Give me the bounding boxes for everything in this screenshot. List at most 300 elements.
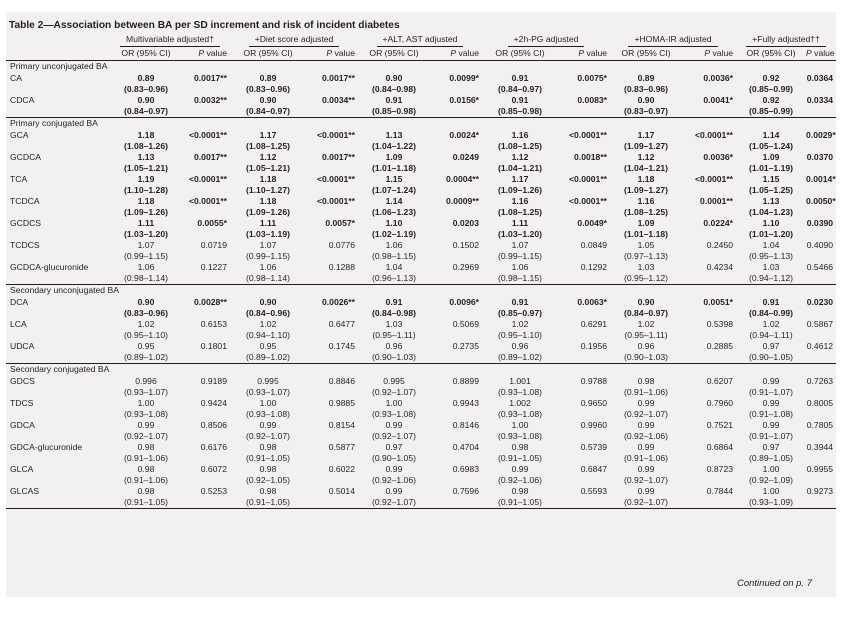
confidence-interval: (0.91–1.06) (124, 453, 168, 463)
confidence-interval: (1.09–1.26) (498, 185, 542, 195)
p-value-cell: <0.0001** (189, 130, 227, 140)
p-value-cell: 0.8005 (806, 398, 834, 408)
odds-ratio: 0.98 (137, 486, 155, 496)
row-label: UDCA (10, 341, 35, 351)
confidence-interval: (0.91–1.07) (749, 387, 794, 397)
p-value-cell: 0.0099* (449, 73, 479, 83)
confidence-interval: (0.84–0.98) (372, 84, 416, 94)
confidence-interval: (1.05–1.25) (749, 185, 794, 195)
odds-ratio: 1.14 (762, 130, 780, 140)
confidence-interval: (0.94–1.10) (246, 330, 290, 340)
odds-ratio: 0.98 (637, 376, 655, 386)
p-value-cell: 0.9189 (200, 376, 227, 386)
confidence-interval: (1.01–1.20) (749, 229, 794, 239)
confidence-interval: (0.98–1.14) (124, 273, 168, 283)
or-ci-cell (482, 297, 558, 319)
or-ci-cell (610, 73, 682, 95)
or-ci-cell (110, 95, 182, 118)
p-value-cell: 0.0230 (806, 297, 834, 307)
or-ci-cell (358, 196, 430, 218)
confidence-interval: (0.91–1.05) (498, 497, 542, 507)
confidence-interval: (0.92–1.05) (246, 475, 290, 485)
odds-ratio: 0.99 (762, 420, 780, 430)
odds-ratio: 1.14 (385, 196, 403, 206)
group-header (736, 34, 836, 48)
confidence-interval: (0.83–0.96) (124, 84, 168, 94)
odds-ratio: 0.96 (385, 341, 403, 351)
p-value-cell: 0.8154 (328, 420, 355, 430)
odds-ratio: 0.95 (259, 341, 277, 351)
confidence-interval: (1.10–1.28) (124, 185, 168, 195)
confidence-interval: (1.04–1.22) (372, 141, 416, 151)
p-value-cell: 0.1745 (328, 341, 355, 351)
odds-ratio: 0.99 (762, 376, 780, 386)
or-ci-cell (230, 218, 306, 240)
or-ci-cell (230, 442, 306, 464)
odds-ratio: 0.90 (385, 73, 403, 83)
odds-ratio: 0.98 (259, 442, 277, 452)
table-row (6, 442, 836, 464)
or-ci-cell (230, 196, 306, 218)
odds-ratio: 0.96 (637, 341, 655, 351)
p-value-cell: <0.0001** (569, 174, 608, 184)
odds-ratio: 0.995 (257, 376, 279, 386)
or-ci-cell (610, 174, 682, 196)
group-header-label: +2h-PG adjusted (508, 34, 585, 47)
odds-ratio: 0.90 (637, 95, 655, 105)
confidence-interval: (0.95–1.13) (749, 251, 794, 261)
p-value-column-header (182, 48, 230, 61)
odds-ratio: 1.00 (385, 398, 403, 408)
p-value-cell: 0.0018** (574, 152, 608, 162)
p-value-word: value (710, 48, 734, 58)
p-value-cell: 0.0017** (322, 152, 355, 162)
or-ci-cell (610, 341, 682, 364)
confidence-interval: (0.83–0.96) (246, 84, 290, 94)
odds-ratio: 0.91 (511, 95, 529, 105)
odds-ratio: 1.07 (259, 240, 277, 250)
odds-ratio: 1.05 (637, 240, 655, 250)
odds-ratio: 0.90 (137, 95, 155, 105)
or-ci-cell (230, 130, 306, 152)
confidence-interval: (1.01–1.18) (372, 163, 416, 173)
or-ci-cell (482, 341, 558, 364)
confidence-interval: (0.98–1.15) (372, 251, 416, 261)
p-value-word: value (332, 48, 355, 58)
odds-ratio: 0.92 (762, 73, 780, 83)
odds-ratio: 1.11 (511, 218, 529, 228)
p-value-cell: 0.0029* (806, 130, 836, 140)
confidence-interval: (0.92–1.07) (624, 409, 668, 419)
odds-ratio: 1.04 (762, 240, 780, 250)
row-label: GDCA (10, 420, 35, 430)
odds-ratio: 1.06 (511, 262, 529, 272)
confidence-interval: (0.89–1.05) (749, 453, 794, 463)
p-value-cell: 0.0776 (328, 240, 355, 250)
odds-ratio: 0.96 (511, 341, 529, 351)
odds-ratio: 0.92 (762, 95, 780, 105)
confidence-interval: (0.84–0.97) (498, 84, 542, 94)
odds-ratio: 1.10 (385, 218, 403, 228)
or-ci-cell (610, 196, 682, 218)
odds-ratio: 1.16 (511, 196, 529, 206)
p-value-cell: 0.7844 (682, 486, 736, 509)
odds-ratio: 0.91 (762, 297, 780, 307)
p-value-cell: 0.2450 (706, 240, 734, 250)
p-value-cell: 0.6153 (200, 319, 227, 329)
confidence-interval: (0.85–0.98) (498, 106, 542, 116)
confidence-interval: (0.93–1.08) (498, 387, 542, 397)
p-value-cell: 0.0370 (806, 152, 834, 162)
p-value-cell: 0.9885 (328, 398, 355, 408)
p-value-cell: 0.7596 (430, 486, 482, 509)
confidence-interval: (0.94–1.12) (749, 273, 794, 283)
or-ci-cell (230, 240, 306, 262)
p-letter: P (198, 48, 205, 58)
p-value-cell: 0.0001** (700, 196, 734, 206)
p-value-cell: <0.0001** (569, 196, 608, 206)
confidence-interval: (0.92–1.06) (372, 475, 416, 485)
confidence-interval: (0.92–1.07) (624, 475, 668, 485)
or-ci-cell (230, 464, 306, 486)
continued-note: Continued on p. 7 (736, 578, 812, 589)
or-ci-cell (482, 464, 558, 486)
or-ci-cell (736, 376, 806, 398)
row-label: TDCS (10, 398, 34, 408)
odds-ratio: 0.91 (511, 297, 529, 307)
odds-ratio: 1.07 (511, 240, 529, 250)
confidence-interval: (0.83–0.96) (624, 84, 668, 94)
p-value-cell: 0.5739 (580, 442, 608, 452)
or-ci-cell (230, 297, 306, 319)
odds-ratio: 1.09 (762, 152, 780, 162)
row-label: GDCS (10, 376, 35, 386)
confidence-interval: (1.01–1.18) (624, 229, 668, 239)
confidence-interval: (0.91–1.05) (246, 497, 290, 507)
or-ci-cell (358, 95, 430, 118)
p-value-cell: 0.5867 (806, 319, 834, 329)
p-value-cell: <0.0001** (189, 174, 227, 184)
p-value-cell: 0.0024* (449, 130, 479, 140)
or-ci-cell (610, 262, 682, 285)
or-ci-cell (110, 262, 182, 285)
odds-ratio: 1.03 (385, 319, 403, 329)
odds-ratio: 1.09 (637, 218, 655, 228)
or-ci-cell (482, 218, 558, 240)
confidence-interval: (1.01–1.19) (749, 163, 794, 173)
table-title: Table 2—Association between BA per SD increment and risk of incident diabetes (9, 20, 400, 31)
odds-ratio: 0.90 (259, 297, 277, 307)
confidence-interval: (1.05–1.24) (749, 141, 794, 151)
confidence-interval: (0.84–0.97) (124, 106, 168, 116)
or-ci-cell (610, 486, 682, 509)
p-value-cell: 0.2885 (706, 341, 734, 351)
odds-ratio: 0.99 (637, 442, 655, 452)
confidence-interval: (0.93–1.09) (749, 497, 794, 507)
p-value-cell: 0.9650 (580, 398, 608, 408)
confidence-interval: (0.84–0.97) (246, 106, 290, 116)
p-value-column-header (306, 48, 358, 61)
p-value-cell: 0.6477 (328, 319, 355, 329)
confidence-interval: (0.84–0.97) (624, 308, 668, 318)
odds-ratio: 0.89 (137, 73, 155, 83)
section-label: Primary unconjugated BA (10, 61, 108, 71)
odds-ratio: 1.12 (637, 152, 655, 162)
table-row (6, 240, 836, 262)
table-row (6, 420, 836, 442)
odds-ratio: 0.91 (385, 297, 403, 307)
row-label: TCDCS (10, 240, 40, 250)
odds-ratio: 0.98 (137, 442, 155, 452)
section-header-row (6, 118, 836, 131)
confidence-interval: (0.95–1.11) (372, 330, 416, 340)
p-value-cell: 0.4612 (806, 341, 834, 351)
p-value-cell: 0.3944 (806, 442, 834, 452)
confidence-interval: (0.91–1.07) (749, 431, 794, 441)
odds-ratio: 1.02 (259, 319, 277, 329)
p-value-cell: <0.0001** (695, 174, 734, 184)
confidence-interval: (1.03–1.20) (124, 229, 168, 239)
confidence-interval: (1.04–1.21) (624, 163, 668, 173)
odds-ratio: 0.99 (259, 420, 277, 430)
confidence-interval: (1.10–1.27) (246, 185, 290, 195)
or-ci-cell (610, 95, 682, 118)
confidence-interval: (1.08–1.26) (124, 141, 168, 151)
p-value-cell: 0.7805 (806, 420, 834, 430)
or-ci-cell (358, 152, 430, 174)
p-value-cell: 0.6983 (452, 464, 479, 474)
or-ci-cell (736, 319, 806, 341)
odds-ratio: 1.02 (762, 319, 780, 329)
odds-ratio: 0.91 (385, 95, 403, 105)
or-ci-cell (482, 376, 558, 398)
table-row (6, 73, 836, 95)
or-ci-cell (358, 240, 430, 262)
confidence-interval: (0.94–1.11) (749, 330, 793, 340)
confidence-interval: (0.84–0.99) (749, 308, 794, 318)
odds-ratio: 0.90 (637, 297, 655, 307)
p-value-cell: 0.8899 (452, 376, 479, 386)
confidence-interval: (1.03–1.19) (246, 229, 290, 239)
or-ci-cell (610, 297, 682, 319)
or-ci-cell (110, 240, 182, 262)
or-ci-cell (736, 174, 806, 196)
table-row (6, 95, 836, 118)
confidence-interval: (0.90–1.05) (749, 352, 794, 362)
p-value-word: value (204, 48, 227, 58)
odds-ratio: 1.19 (137, 174, 155, 184)
p-value-cell: 0.7521 (706, 420, 734, 430)
confidence-interval: (0.85–0.99) (749, 84, 794, 94)
or-ci-cell (358, 420, 430, 442)
p-value-cell: 0.8146 (452, 420, 479, 430)
p-value-cell: 0.6207 (706, 376, 734, 386)
confidence-interval: (0.89–1.02) (246, 352, 290, 362)
odds-ratio: 0.89 (637, 73, 655, 83)
or-ci-cell (358, 174, 430, 196)
or-ci-cell (736, 420, 806, 442)
odds-ratio: 0.99 (762, 398, 780, 408)
confidence-interval: (0.99–1.15) (498, 251, 542, 261)
p-value-cell: 0.2735 (452, 341, 479, 351)
ci-column-header: OR (95% CI) (230, 48, 306, 61)
or-ci-cell (358, 218, 430, 240)
confidence-interval: (0.92–1.07) (372, 387, 416, 397)
p-value-cell: 0.0036* (703, 73, 734, 83)
odds-ratio: 1.12 (259, 152, 277, 162)
p-value-cell: 0.0719 (200, 240, 227, 250)
or-ci-cell (110, 376, 182, 398)
or-ci-cell (358, 376, 430, 398)
or-ci-cell (736, 341, 806, 364)
confidence-interval: (0.93–1.08) (372, 409, 416, 419)
odds-ratio: 1.15 (385, 174, 403, 184)
p-value-cell: 0.5253 (182, 486, 230, 509)
confidence-interval: (0.89–1.02) (124, 352, 168, 362)
or-ci-cell (230, 420, 306, 442)
or-ci-cell (230, 174, 306, 196)
p-value-cell: 0.0203 (452, 218, 479, 228)
confidence-interval: (0.92–1.06) (498, 475, 542, 485)
or-ci-cell (482, 319, 558, 341)
or-ci-cell (736, 486, 806, 509)
confidence-interval: (1.04–1.21) (498, 163, 542, 173)
or-ci-cell (110, 486, 182, 509)
odds-ratio: 0.99 (511, 464, 529, 474)
confidence-interval: (0.83–0.97) (624, 106, 668, 116)
p-letter: P (806, 48, 812, 58)
odds-ratio: 1.06 (385, 240, 403, 250)
confidence-interval: (0.90–1.03) (372, 352, 416, 362)
odds-ratio: 1.18 (259, 174, 277, 184)
p-value-cell: 0.0034** (322, 95, 355, 105)
p-value-cell: 0.0017** (194, 73, 227, 83)
odds-ratio: 0.97 (385, 442, 403, 452)
confidence-interval: (0.95–1.11) (624, 330, 668, 340)
confidence-interval: (0.93–1.08) (124, 409, 168, 419)
p-value-cell: 0.0004** (446, 174, 479, 184)
odds-ratio: 0.90 (137, 297, 155, 307)
odds-ratio: 0.99 (385, 486, 403, 496)
confidence-interval: (0.93–1.07) (246, 387, 290, 397)
odds-ratio: 0.98 (137, 464, 155, 474)
odds-ratio: 1.13 (385, 130, 403, 140)
odds-ratio: 1.00 (762, 486, 780, 496)
or-ci-cell (736, 73, 806, 95)
confidence-interval: (0.95–1.10) (124, 330, 168, 340)
p-letter: P (704, 48, 711, 58)
p-value-cell: 0.6864 (706, 442, 734, 452)
column-header-row (6, 48, 836, 61)
p-value-cell: 0.5877 (328, 442, 355, 452)
row-label: GDCA-glucuronide (10, 442, 83, 452)
odds-ratio: 1.00 (762, 464, 780, 474)
p-value-cell: 0.0334 (806, 95, 834, 105)
odds-ratio: 1.00 (137, 398, 155, 408)
or-ci-cell (110, 73, 182, 95)
or-ci-cell (610, 376, 682, 398)
odds-ratio: 1.18 (637, 174, 655, 184)
or-ci-cell (610, 240, 682, 262)
odds-ratio: 1.18 (259, 196, 277, 206)
confidence-interval: (0.92–1.07) (624, 497, 668, 507)
or-ci-cell (230, 398, 306, 420)
confidence-interval: (1.09–1.27) (624, 141, 668, 151)
confidence-interval: (0.91–1.06) (624, 453, 668, 463)
group-header-label: Multivariable adjusted† (120, 34, 220, 47)
confidence-interval: (0.91–1.05) (124, 497, 168, 507)
or-ci-cell (610, 464, 682, 486)
group-header (610, 34, 736, 48)
or-ci-cell (610, 420, 682, 442)
odds-ratio: 1.15 (762, 174, 780, 184)
odds-ratio: 1.11 (259, 218, 277, 228)
or-ci-cell (358, 486, 430, 509)
row-label: GCDCA-glucuronide (10, 262, 89, 272)
confidence-interval: (0.92–1.06) (624, 431, 668, 441)
or-ci-cell (358, 442, 430, 464)
or-ci-cell (358, 297, 430, 319)
p-value-cell: 0.8723 (706, 464, 734, 474)
table-row (6, 130, 836, 152)
or-ci-cell (482, 196, 558, 218)
p-value-cell: 0.4704 (452, 442, 479, 452)
or-ci-cell (482, 398, 558, 420)
odds-ratio: 0.99 (385, 420, 403, 430)
p-value-cell: 0.0055* (197, 218, 227, 228)
confidence-interval: (0.92–1.07) (372, 431, 416, 441)
odds-ratio: 1.18 (137, 196, 155, 206)
or-ci-cell (358, 341, 430, 364)
confidence-interval: (0.85–0.97) (498, 308, 542, 318)
confidence-interval: (1.05–1.21) (246, 163, 290, 173)
p-value-word: value (456, 48, 479, 58)
confidence-interval: (0.99–1.15) (124, 251, 168, 261)
confidence-interval: (0.95–1.10) (498, 330, 542, 340)
confidence-interval: (1.05–1.21) (124, 163, 168, 173)
p-letter: P (450, 48, 457, 58)
odds-ratio: 1.13 (137, 152, 155, 162)
or-ci-cell (358, 73, 430, 95)
or-ci-cell (482, 95, 558, 118)
table-row (6, 297, 836, 319)
or-ci-cell (736, 130, 806, 152)
odds-ratio: 1.06 (259, 262, 277, 272)
p-value-cell: 0.7960 (706, 398, 734, 408)
confidence-interval: (0.85–0.98) (372, 106, 416, 116)
row-label: DCA (10, 297, 29, 307)
odds-ratio: 0.98 (259, 486, 277, 496)
table-row (6, 398, 836, 420)
p-value-cell: 0.0364 (806, 73, 834, 83)
or-ci-cell (110, 398, 182, 420)
p-value-cell: 0.1956 (580, 341, 608, 351)
confidence-interval: (0.90–1.05) (372, 453, 416, 463)
odds-ratio: 0.99 (637, 420, 655, 430)
confidence-interval: (1.03–1.20) (498, 229, 542, 239)
table-row (6, 486, 836, 509)
p-value-cell: <0.0001** (317, 130, 355, 140)
group-header (358, 34, 482, 48)
p-value-cell: 0.0057* (325, 218, 355, 228)
confidence-interval: (1.08–1.25) (498, 207, 542, 217)
p-value-cell: 0.8846 (328, 376, 355, 386)
or-ci-cell (230, 486, 306, 509)
confidence-interval: (1.08–1.25) (246, 141, 290, 151)
or-ci-cell (110, 297, 182, 319)
group-header-label: +Fully adjusted†† (746, 34, 826, 47)
p-value-cell: 0.5466 (806, 262, 834, 272)
